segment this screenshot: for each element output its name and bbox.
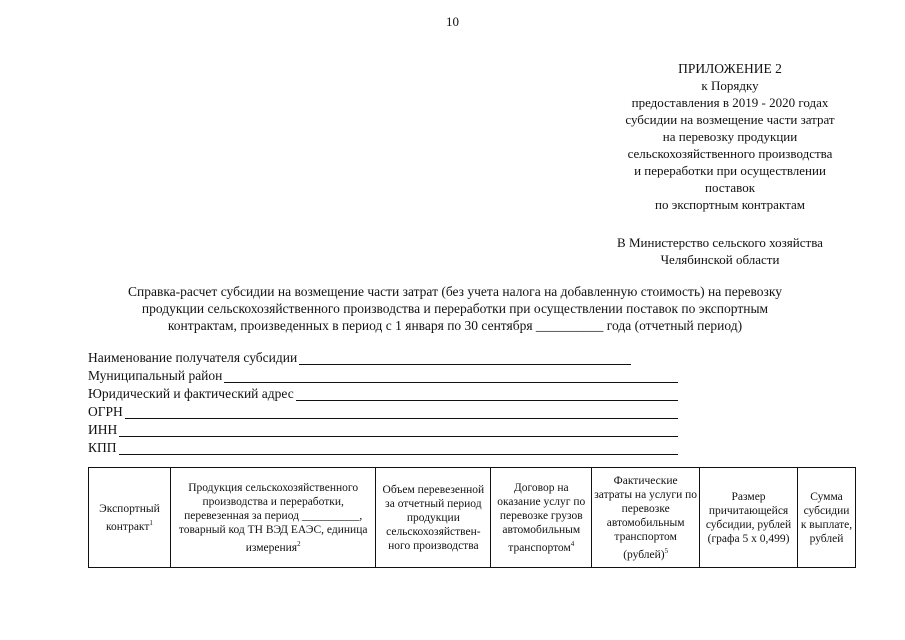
appendix-line: и переработки при осуществлении	[634, 163, 826, 178]
column-header: Фактические затраты на услуги по перевозке автомобильным транспортом (рублей)$^5$	[592, 468, 700, 568]
page-number: 10	[446, 14, 459, 29]
field-ogrn[interactable]	[88, 401, 678, 419]
table-header-row	[89, 468, 856, 568]
field-label: ОГРН	[88, 404, 123, 419]
field-underline[interactable]	[296, 388, 678, 401]
appendix-line: к Порядку	[701, 78, 759, 93]
column-header: Продукция сельскохозяйственного производства и переработки, перевезенная за период __________, товарный код ТН ВЭД ЕАЭС, единица измерения$^2$	[170, 468, 376, 568]
column-header: Объем перевезенной за отчетный период продукции сельскохозяйствен-ного производства	[376, 468, 491, 568]
field-label: Наименование получателя субсидии	[88, 350, 298, 365]
column-header: Договор на оказание услуг по перевозке грузов автомобильным транспортом$^4$	[491, 468, 592, 568]
field-label: Муниципальный район	[88, 368, 223, 383]
recipient-line: В Министерство сельского хозяйства	[617, 235, 823, 250]
column-header: Размер причитающейся субсидии, рублей (графа 5 х 0,499)	[700, 468, 798, 568]
recipient-fields	[88, 347, 678, 455]
appendix-line: сельскохозяйственного производства	[627, 146, 833, 161]
field-underline[interactable]	[224, 370, 678, 383]
document-title-line: контрактам, произведенных в период с 1 января по 30 сентября __________ года (отчетный период)	[167, 318, 743, 333]
field-underline[interactable]	[299, 352, 631, 365]
calculation-table	[88, 467, 856, 568]
appendix-header	[560, 60, 900, 213]
field-municipal-district[interactable]	[88, 365, 678, 383]
field-recipient-name[interactable]	[88, 347, 631, 365]
field-address[interactable]	[88, 383, 678, 401]
recipient-block	[570, 234, 870, 268]
appendix-line: по экспортным контрактам	[655, 197, 805, 212]
document-title	[80, 283, 830, 334]
appendix-line: поставок	[704, 180, 756, 195]
field-kpp[interactable]	[88, 437, 678, 455]
appendix-title: ПРИЛОЖЕНИЕ 2	[678, 61, 782, 76]
field-underline[interactable]	[119, 424, 678, 437]
field-underline[interactable]	[125, 406, 678, 419]
column-header: Сумма субсидии к выплате, рублей	[798, 468, 856, 568]
field-label: Юридический и фактический адрес	[88, 386, 294, 401]
recipient-line: Челябинской области	[660, 252, 780, 267]
document-title-line: продукции сельскохозяйственного производства и переработки при осуществлении поставок по экспортным	[141, 301, 769, 316]
field-inn[interactable]	[88, 419, 678, 437]
appendix-line: на перевозку продукции	[662, 129, 798, 144]
field-underline[interactable]	[119, 442, 678, 455]
appendix-line: предоставления в 2019 - 2020 годах	[631, 95, 829, 110]
column-header: Экспортный контракт$^1$	[89, 468, 171, 568]
field-label: ИНН	[88, 422, 118, 437]
appendix-line: субсидии на возмещение части затрат	[625, 112, 835, 127]
field-label: КПП	[88, 440, 117, 455]
document-title-line: Справка-расчет субсидии на возмещение части затрат (без учета налога на добавленную стоимость) на перевозку	[127, 284, 783, 299]
